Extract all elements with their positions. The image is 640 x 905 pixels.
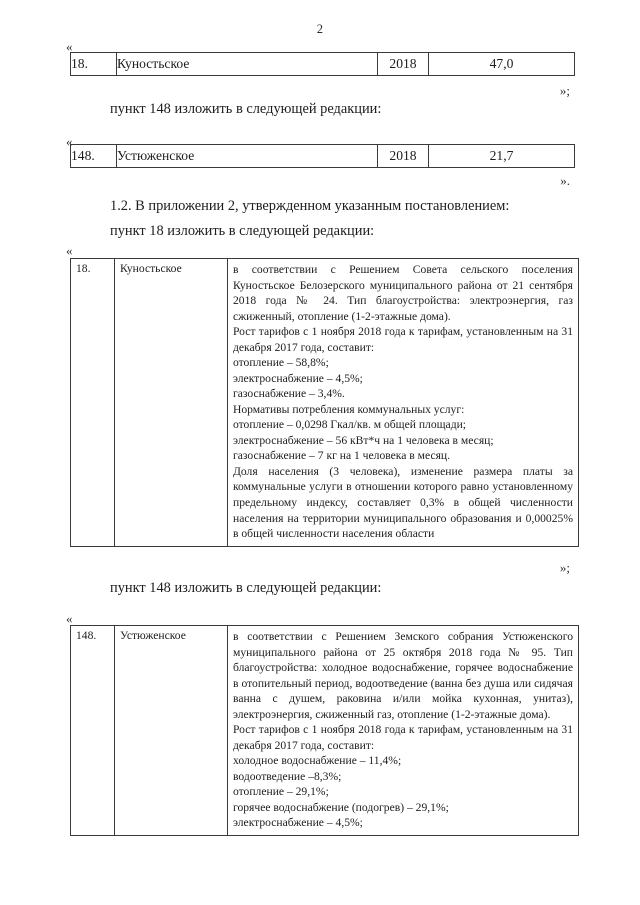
- paragraph-item148-intro-2: пункт 148 изложить в следующей редакции:: [110, 580, 382, 596]
- desc-line: горячее водоснабжение (подогрев) – 29,1%;: [233, 800, 449, 814]
- quote-close-mark-1: »;: [559, 83, 570, 98]
- quote-close-mark-2: ».: [560, 173, 570, 188]
- quote-open-mark-2: «: [66, 134, 73, 149]
- quote-open-mark-4: «: [66, 611, 73, 626]
- quote-open-mark-1: «: [66, 39, 73, 54]
- cell-year: 2018: [378, 145, 429, 168]
- desc-line: холодное водоснабжение – 11,4%;: [233, 754, 402, 768]
- table-appendix2-item148: [70, 625, 579, 836]
- cell-number: 18.: [71, 53, 117, 76]
- cell-year: 2018: [378, 53, 429, 76]
- desc-line: Рост тарифов с 1 ноября 2018 года к тарифам, установленным на 31 декабря 2017 года, составит:: [233, 325, 573, 354]
- desc-line: отопление – 0,0298 Гкал/кв. м общей площади;: [233, 418, 467, 432]
- table-clip-region: [0, 620, 640, 839]
- paragraph-item148-intro-1: пункт 148 изложить в следующей редакции:: [110, 101, 382, 117]
- table-row: [71, 53, 575, 76]
- quote-open-mark-3: «: [66, 243, 73, 258]
- page-number: 2: [316, 22, 324, 36]
- cell-number: 148.: [71, 145, 117, 168]
- cell-name: Устюженское: [117, 145, 378, 168]
- desc-line: газоснабжение – 3,4%.: [233, 387, 345, 401]
- cell-value: 21,7: [429, 145, 575, 168]
- table-appendix1-item148: [70, 144, 575, 168]
- table-appendix2-item18: [70, 258, 579, 547]
- desc-line: газоснабжение – 7 кг на 1 человека в месяц.: [233, 449, 451, 463]
- table-appendix1-item18: [70, 52, 575, 76]
- desc-line: электроснабжение – 4,5%;: [233, 816, 363, 830]
- cell-number: 18.: [71, 259, 115, 547]
- cell-value: 47,0: [429, 53, 575, 76]
- desc-line: Доля населения (3 человека), изменение размера платы за коммунальные услуги в отношении которого равно установленному предельному индексу, составляет 0,3% в общей численности населения на территории муниципального образования и 0,00025% в общей численности населения области: [233, 464, 573, 541]
- desc-line: водоотведение –8,3%;: [233, 769, 342, 783]
- cell-description: [228, 259, 579, 547]
- cell-name: Куностьское: [117, 53, 378, 76]
- table-row: [71, 145, 575, 168]
- table-row: [71, 626, 579, 836]
- desc-line: отопление – 58,8%;: [233, 356, 329, 370]
- desc-line: Нормативы потребления коммунальных услуг:: [233, 402, 465, 416]
- desc-line: отопление – 29,1%;: [233, 785, 329, 799]
- paragraph-appendix2-intro: 1.2. В приложении 2, утвержденном указанным постановлением:: [110, 198, 510, 214]
- desc-line: электроснабжение – 4,5%;: [233, 371, 363, 385]
- paragraph-item18-intro: пункт 18 изложить в следующей редакции:: [110, 223, 375, 239]
- table-row: [71, 259, 579, 547]
- desc-line: в соответствии с Решением Совета сельского поселения Куностьское Белозерского муниципального района от 21 сентября 2018 года № 24. Тип благоустройства: электроэнергия, газ сжиженный, отопление (1-2-этажные дома).: [233, 263, 573, 323]
- cell-name: Устюженское: [115, 626, 228, 836]
- desc-line: электроснабжение – 56 кВт*ч на 1 человека в месяц;: [233, 433, 494, 447]
- desc-line: Рост тарифов с 1 ноября 2018 года к тарифам, установленным на 31 декабря 2017 года, составит:: [233, 723, 573, 752]
- cell-description: [228, 626, 579, 836]
- cell-number: 148.: [71, 626, 115, 836]
- desc-line: в соответствии с Решением Земского собрания Устюженского муниципального района от 25 октября 2018 года № 95. Тип благоустройства: холодное водоснабжение, горячее водоснабжение в отопительный период, водоотведение (ванна без душа или сидячая ванна с душем, раковина и/или мойка кухонная, унитаз), электроэнергия, сжиженный газ, отопление (1-2-этажные дома).: [233, 630, 573, 721]
- quote-close-mark-3: »;: [559, 560, 570, 575]
- cell-name: Куностьское: [115, 259, 228, 547]
